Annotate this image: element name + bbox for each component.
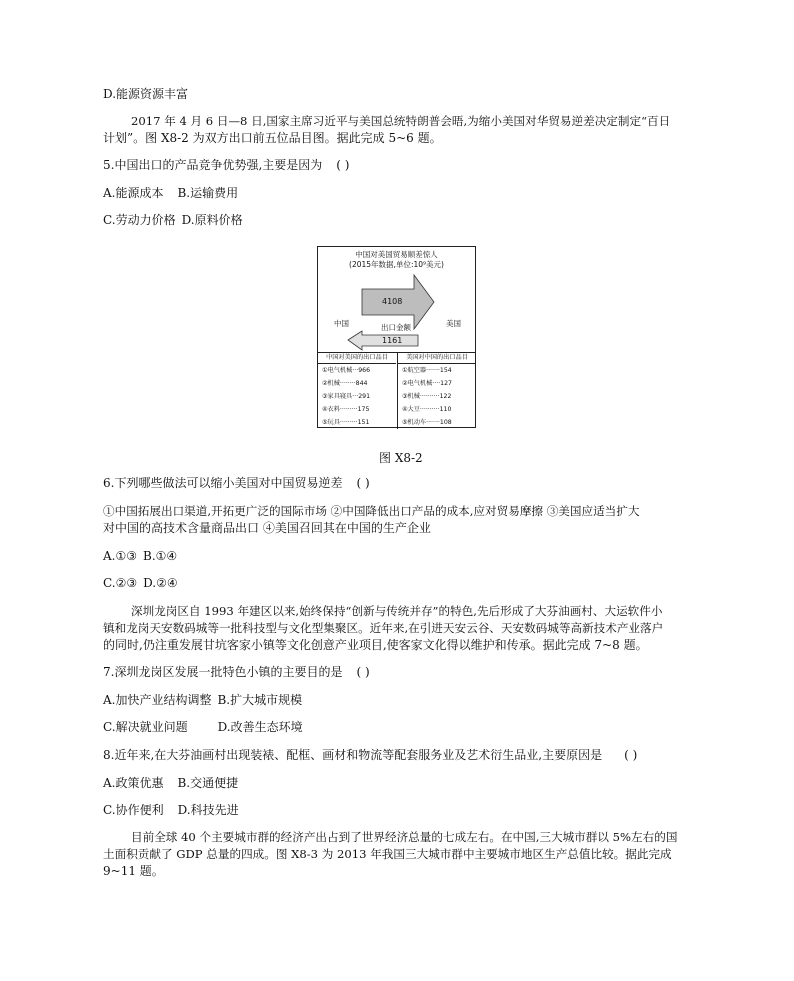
q7-answer-blank[interactable]: ( ) [356, 665, 370, 679]
table-row: ⑤机动车·······108 [402, 419, 452, 426]
q5-option-b[interactable]: B.运输费用 [177, 186, 239, 200]
q7-option-d[interactable]: D.改善生态环境 [217, 720, 303, 734]
q5-option-d[interactable]: D.原料价格 [181, 213, 243, 227]
figure-title-line1: 中国对美国贸易顺差惊人 [355, 250, 438, 259]
figure-title-line2: (2015年数据,单位:10⁹美元) [349, 260, 444, 269]
intro-5-6-line1: 2017 年 4 月 6 日—8 日,国家主席习近平与美国总统特朗普会晤,为缩小美国对华贸易逆差决定制定“百日 [131, 114, 671, 128]
q6-stem-text: 6.下列哪些做法可以缩小美国对中国贸易逆差 [103, 476, 343, 490]
q5-answer-blank[interactable]: ( ) [336, 158, 350, 172]
q8-option-a[interactable]: A.政策优惠 [103, 776, 164, 790]
usa-items-column [397, 353, 476, 429]
table-row: ①航空器·······154 [402, 367, 452, 374]
q7-options-ab [103, 692, 302, 708]
intro-9-11-line2: 土面积贡献了 GDP 总量的四成。图 X8-3 为 2013 年我国三大城市群中主要城市地区生产总值比较。据此完成 [103, 847, 672, 861]
export-items-table [318, 352, 475, 429]
q7-stem-text: 7.深圳龙岗区发展一批特色小镇的主要目的是 [103, 665, 343, 679]
q6-options-cd [103, 575, 178, 591]
intro-9-11-line1: 目前全球 40 个主要城市群的经济产出占到了世界经济总量的七成左右。在中国,三大城市群以 5%左右的国 [131, 830, 678, 844]
table-row: ①电气机械···966 [322, 367, 371, 374]
q8-option-d[interactable]: D.科技先进 [177, 803, 239, 817]
figure-caption: 图 X8-2 [379, 451, 423, 465]
china-export-value: 4108 [382, 297, 403, 306]
intro-7-8-line2: 镇和龙岗天安数码城等一批科技型与文化型集聚区。近年来,在引进天安云谷、天安数码城等高新技术产业落户 [103, 621, 664, 635]
q7-option-b[interactable]: B.扩大城市规模 [217, 693, 303, 707]
intro-7-8-line3: 的同时,仍注重发展甘坑客家小镇等文化创意产业项目,使客家文化得以维护和传承。据此完成 7~8 题。 [103, 638, 648, 652]
q8-option-b[interactable]: B.交通便捷 [177, 776, 239, 790]
q5-option-c[interactable]: C.劳动力价格 [103, 213, 176, 227]
china-col-header: 中国对美国的出口品目 [318, 353, 396, 364]
usa-export-value: 1161 [382, 336, 403, 345]
china-items-column [318, 353, 396, 429]
q6-option-b[interactable]: B.①④ [143, 549, 178, 563]
q7-option-a[interactable]: A.加快产业结构调整 [103, 693, 212, 707]
q8-options-ab [103, 775, 238, 791]
q8-option-c[interactable]: C.协作便利 [103, 803, 164, 817]
q6-statements-line2: 对中国的高技术含量商品出口 ④美国召回其在中国的生产企业 [103, 521, 431, 535]
china-label: 中国 [334, 319, 349, 328]
intro-5-6-line2: 计划”。图 X8-2 为双方出口前五位品目图。据此完成 5~6 题。 [103, 131, 442, 145]
table-row: ④大豆··········110 [402, 406, 452, 413]
table-row: ④衣料·········175 [322, 406, 370, 413]
q4-option-d: D.能源资源丰富 [103, 87, 189, 101]
q6-stem [103, 475, 370, 491]
table-row: ②电气机械····127 [402, 380, 452, 387]
q5-stem-text: 5.中国出口的产品竞争优势强,主要是因为 [103, 158, 323, 172]
table-row: ②机械········844 [322, 380, 368, 387]
export-amount-label: 出口金额 [381, 323, 411, 332]
trade-figure [317, 246, 476, 428]
q6-answer-blank[interactable]: ( ) [356, 476, 370, 490]
intro-9-11-line3: 9~11 题。 [103, 864, 164, 878]
q5-option-a[interactable]: A.能源成本 [103, 186, 164, 200]
table-row: ③家具寝具···291 [322, 393, 371, 400]
q8-stem [103, 747, 637, 763]
usa-label: 美国 [446, 319, 461, 328]
q8-options-cd [103, 802, 239, 818]
usa-col-header: 美国对中国的出口品目 [398, 353, 476, 364]
q6-option-d[interactable]: D.②④ [143, 576, 178, 590]
q6-statements-line1: ①中国拓展出口渠道,开拓更广泛的国际市场 ②中国降低出口产品的成本,应对贸易摩擦 ③美国应适当扩大 [103, 504, 640, 518]
q7-stem [103, 664, 370, 680]
q5-options-cd [103, 212, 243, 228]
table-row: ⑤玩具·········151 [322, 419, 370, 426]
q6-option-a[interactable]: A.①③ [103, 549, 137, 563]
q7-options-cd [103, 719, 303, 735]
q5-stem [103, 157, 349, 173]
intro-7-8-line1: 深圳龙岗区自 1993 年建区以来,始终保持“创新与传统并存”的特色,先后形成了大芬油画村、大运软件小 [131, 604, 663, 618]
q6-options-ab [103, 548, 177, 564]
q6-option-c[interactable]: C.②③ [103, 576, 138, 590]
q8-answer-blank[interactable]: ( ) [624, 748, 638, 762]
q8-stem-text: 8.近年来,在大芬油画村出现装裱、配框、画材和物流等配套服务业及艺术衍生品业,主要原因是 [103, 748, 603, 762]
q5-options-ab [103, 185, 238, 201]
q7-option-c[interactable]: C.解决就业问题 [103, 720, 188, 734]
table-row: ③机械··········122 [402, 393, 452, 400]
